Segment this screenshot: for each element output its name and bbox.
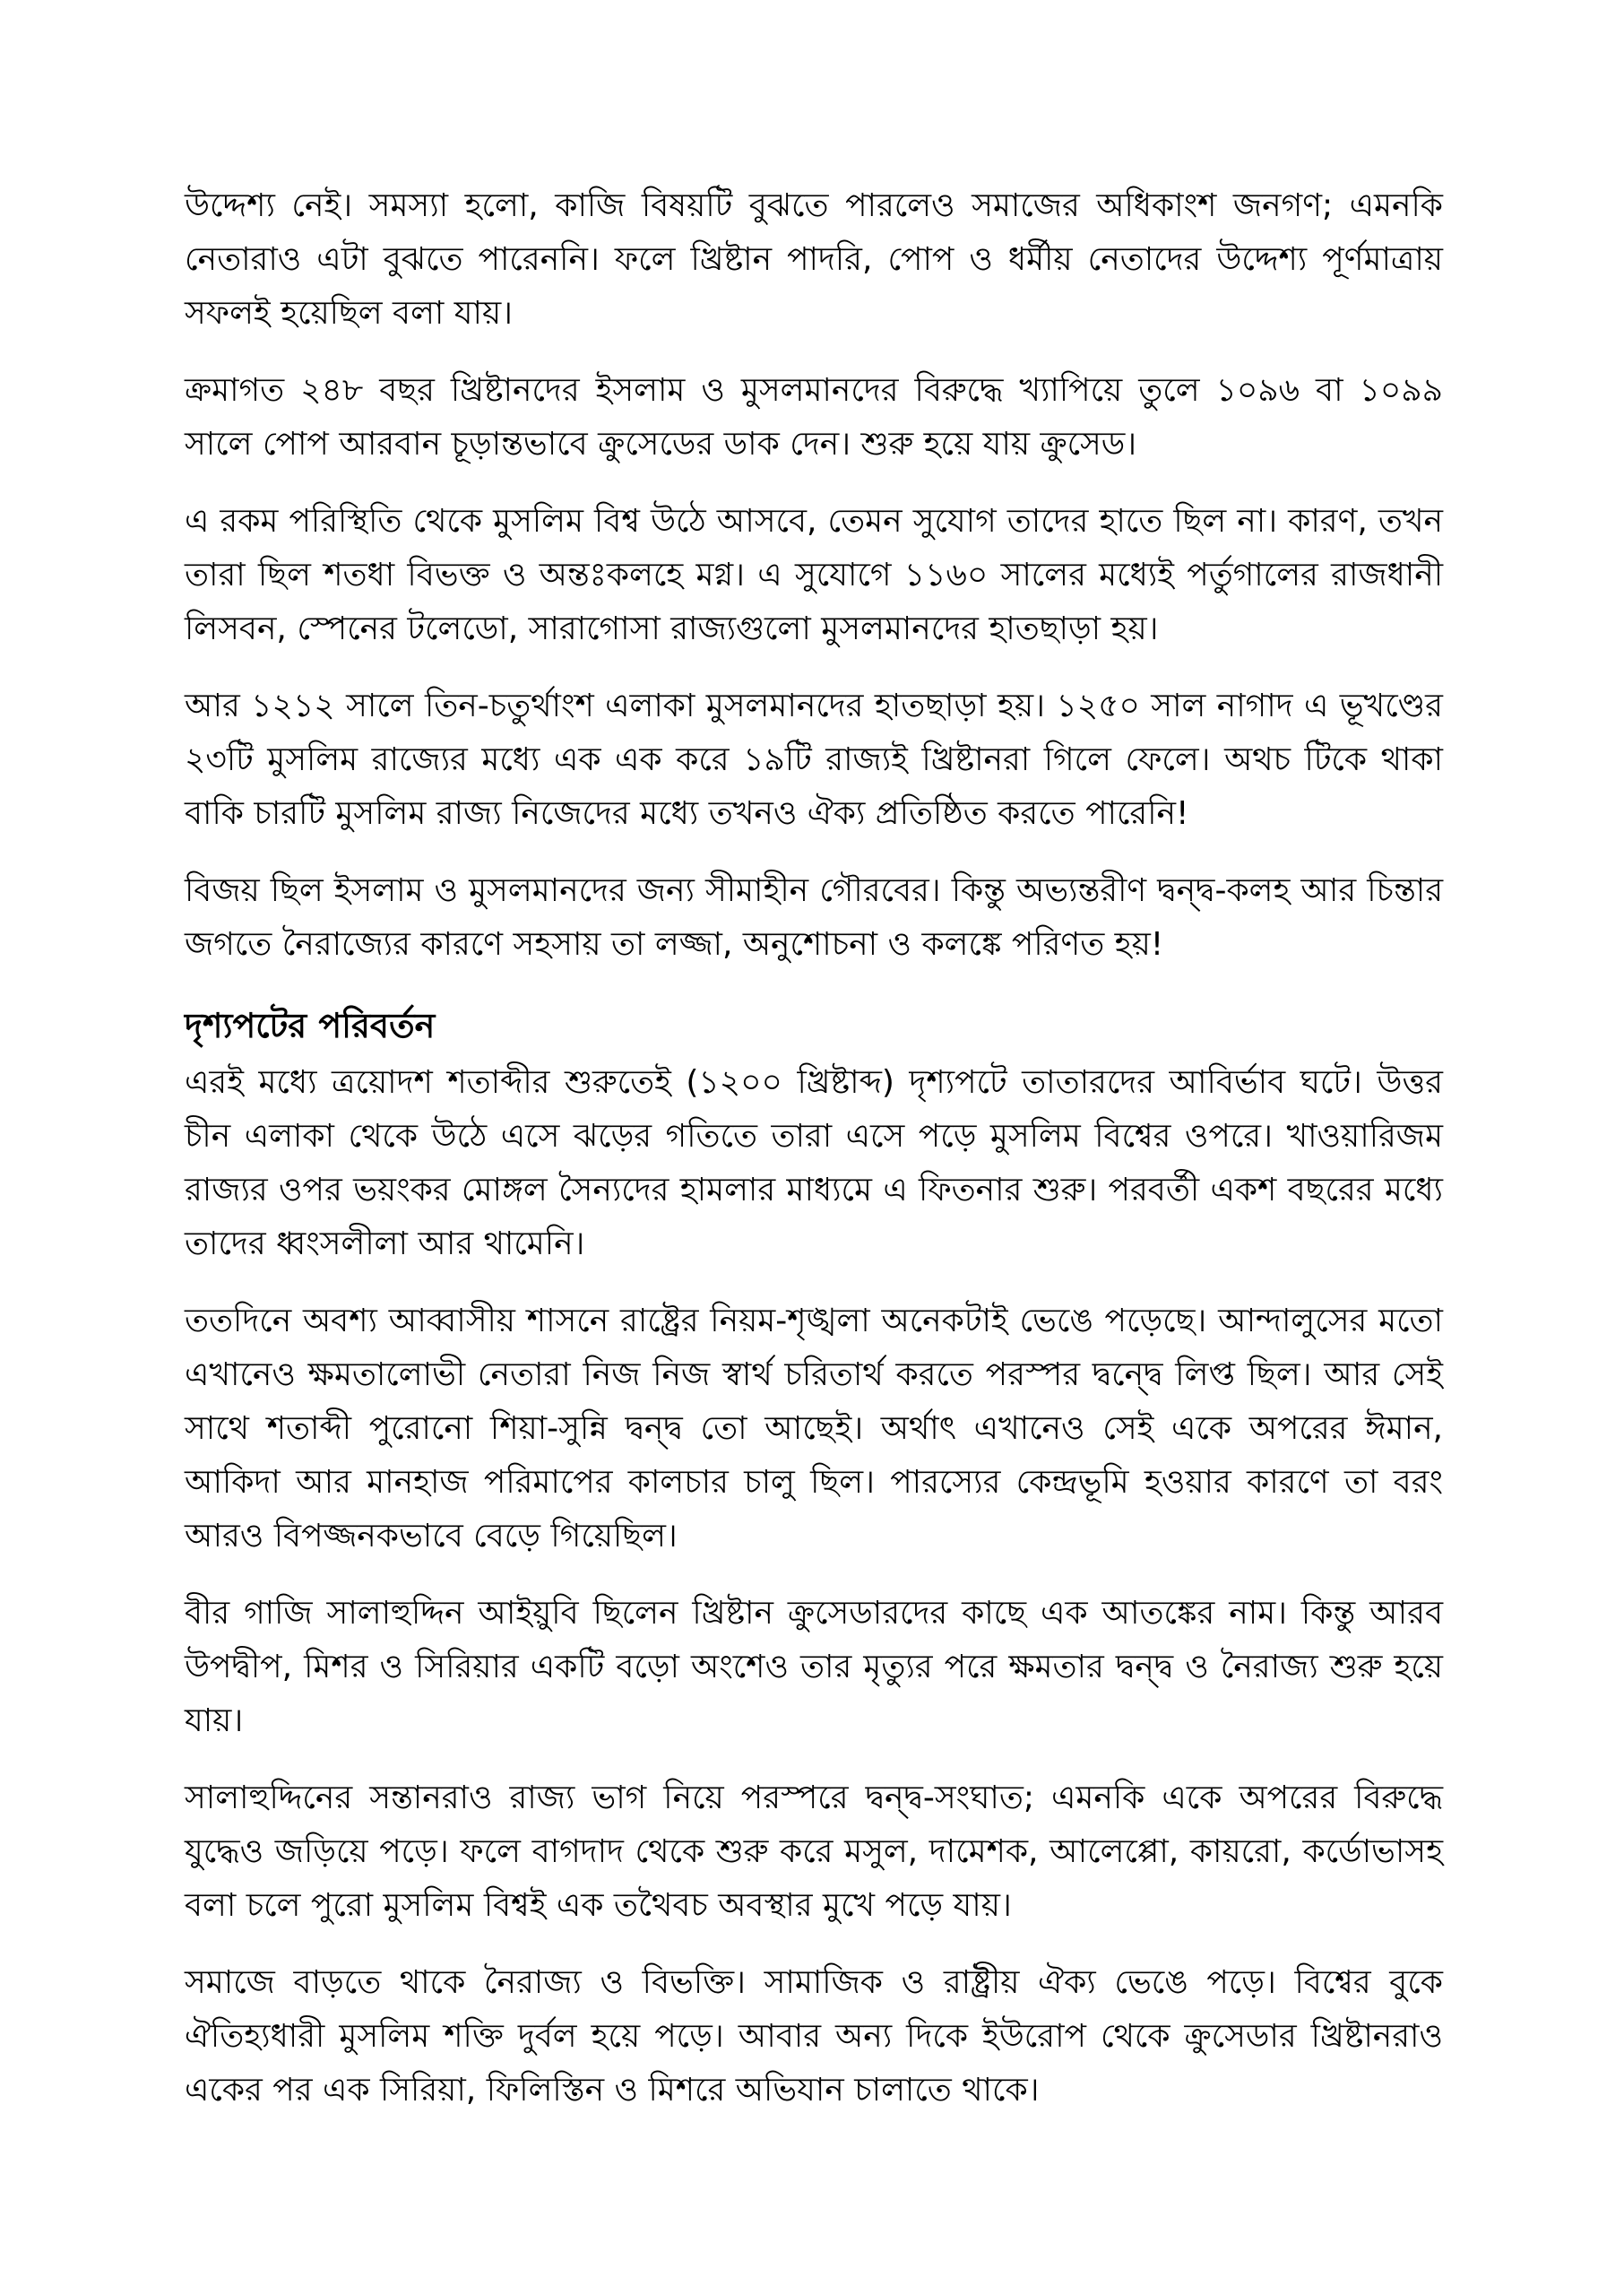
paragraph-1: উদ্দেশ্য নেই। সমস্যা হলো, কাজি বিষয়টি বুঝতে পারলেও সমাজের অধিকাংশ জনগণ; এমনকি নেতারাও এটা বুঝতে পারেননি। ফলে খ্রিষ্টান পাদরি, পোপ ও ধর্মীয় নেতাদের উদ্দেশ্য পূর্ণমাত্রায় সফলই হয়েছিল বলা যায়। [185, 187, 1443, 332]
paragraph-6: এরই মধ্যে ত্রয়োদশ শতাব্দীর শুরুতেই (১২০০ খ্রিষ্টাব্দ) দৃশ্যপটে তাতারদের আবির্ভাব ঘটে। উত্তর চীন এলাকা থেকে উঠে এসে ঝড়ের গতিতে তারা এসে পড়ে মুসলিম বিশ্বের ওপরে। খাওয়ারিজম রাজ্যর ওপর ভয়ংকর মোঙ্গল সৈন্যদের হামলার মাধ্যমে এ ফিতনার শুরু। পরবর্তী একশ বছরের মধ্যে তাদের ধ্বংসলীলা আর থামেনি। [185, 1064, 1443, 1262]
paragraph-8: বীর গাজি সালাহুদ্দিন আইয়ুবি ছিলেন খ্রিষ্টান ক্রুসেডারদের কাছে এক আতঙ্কের নাম। কিন্তু আরব উপদ্বীপ, মিশর ও সিরিয়ার একটি বড়ো অংশেও তার মৃত্যুর পরে ক্ষমতার দ্বন্দ্ব ও নৈরাজ্য শুরু হয়ে যায়। [185, 1595, 1443, 1739]
paragraph-7: ততদিনে অবশ্য আব্বাসীয় শাসনে রাষ্ট্রের নিয়ম-শৃঙ্খলা অনেকটাই ভেঙে পড়েছে। আন্দালুসের মতো এখানেও ক্ষমতালোভী নেতারা নিজ নিজ স্বার্থ চরিতার্থ করতে পরস্পর দ্বন্দ্বে লিপ্ত ছিল। আর সেই সাথে শতাব্দী পুরোনো শিয়া-সুন্নি দ্বন্দ্ব তো আছেই। অর্থাৎ এখানেও সেই একে অপরের ঈমান, আকিদা আর মানহাজ পরিমাপের কালচার চালু ছিল। পারস্যের কেন্দ্রভূমি হওয়ার কারণে তা বরং আরও বিপজ্জনকভাবে বেড়ে গিয়েছিল। [185, 1303, 1443, 1555]
paragraph-4: আর ১২১২ সালে তিন-চতুর্থাংশ এলাকা মুসলমানদের হাতছাড়া হয়। ১২৫০ সাল নাগাদ এ ভূখণ্ডের ২৩টি মুসলিম রাজ্যের মধ্যে এক এক করে ১৯টি রাজ্যই খ্রিষ্টানরা গিলে ফেলে। অথচ টিকে থাকা বাকি চারটি মুসলিম রাজ্য নিজেদের মধ্যে তখনও ঐক্য প্রতিষ্ঠিত করতে পারেনি! [185, 688, 1443, 832]
document-page [185, 179, 1443, 2141]
paragraph-2: ক্রমাগত ২৪৮ বছর খ্রিষ্টানদের ইসলাম ও মুসলমানদের বিরুদ্ধে খ্যাপিয়ে তুলে ১০৯৬ বা ১০৯৯ সালে পোপ আরবান চূড়ান্তভাবে ক্রুসেডের ডাক দেন। শুরু হয়ে যায় ক্রুসেড। [185, 372, 1443, 463]
paragraph-3: এ রকম পরিস্থিতি থেকে মুসলিম বিশ্ব উঠে আসবে, তেমন সুযোগ তাদের হাতে ছিল না। কারণ, তখন তারা ছিল শতধা বিভক্ত ও অন্তঃকলহে মগ্ন। এ সুযোগে ১১৬০ সালের মধ্যেই পর্তুগালের রাজধানী লিসবন, স্পেনের টলেডো, সারাগোসা রাজ্যগুলো মুসলমানদের হাতছাড়া হয়। [185, 503, 1443, 647]
paragraph-10: সমাজে বাড়তে থাকে নৈরাজ্য ও বিভক্তি। সামাজিক ও রাষ্ট্রীয় ঐক্য ভেঙে পড়ে। বিশ্বের বুকে ঐতিহ্যধারী মুসলিম শক্তি দুর্বল হয়ে পড়ে। আবার অন্য দিকে ইউরোপ থেকে ক্রুসেডার খ্রিষ্টানরাও একের পর এক সিরিয়া, ফিলিস্তিন ও মিশরে অভিযান চালাতে থাকে। [185, 1964, 1443, 2109]
paragraph-9: সালাহুদ্দিনের সন্তানরাও রাজ্য ভাগ নিয়ে পরস্পরে দ্বন্দ্ব-সংঘাত; এমনকি একে অপরের বিরুদ্ধে যুদ্ধেও জড়িয়ে পড়ে। ফলে বাগদাদ থেকে শুরু করে মসুল, দামেশক, আলেপ্পো, কায়রো, কর্ডোভাসহ বলা চলে পুরো মুসলিম বিশ্বই এক তথৈবচ অবস্থার মুখে পড়ে যায়। [185, 1780, 1443, 1924]
section-heading: দৃশ্যপটের পরিবর্তন [185, 1006, 436, 1045]
paragraph-5: বিজয় ছিল ইসলাম ও মুসলমানদের জন্য সীমাহীন গৌরবের। কিন্তু অভ্যন্তরীণ দ্বন্দ্ব-কলহ আর চিন্তার জগতে নৈরাজ্যের কারণে সহসায় তা লজ্জা, অনুশোচনা ও কলঙ্কে পরিণত হয়! [185, 872, 1443, 963]
